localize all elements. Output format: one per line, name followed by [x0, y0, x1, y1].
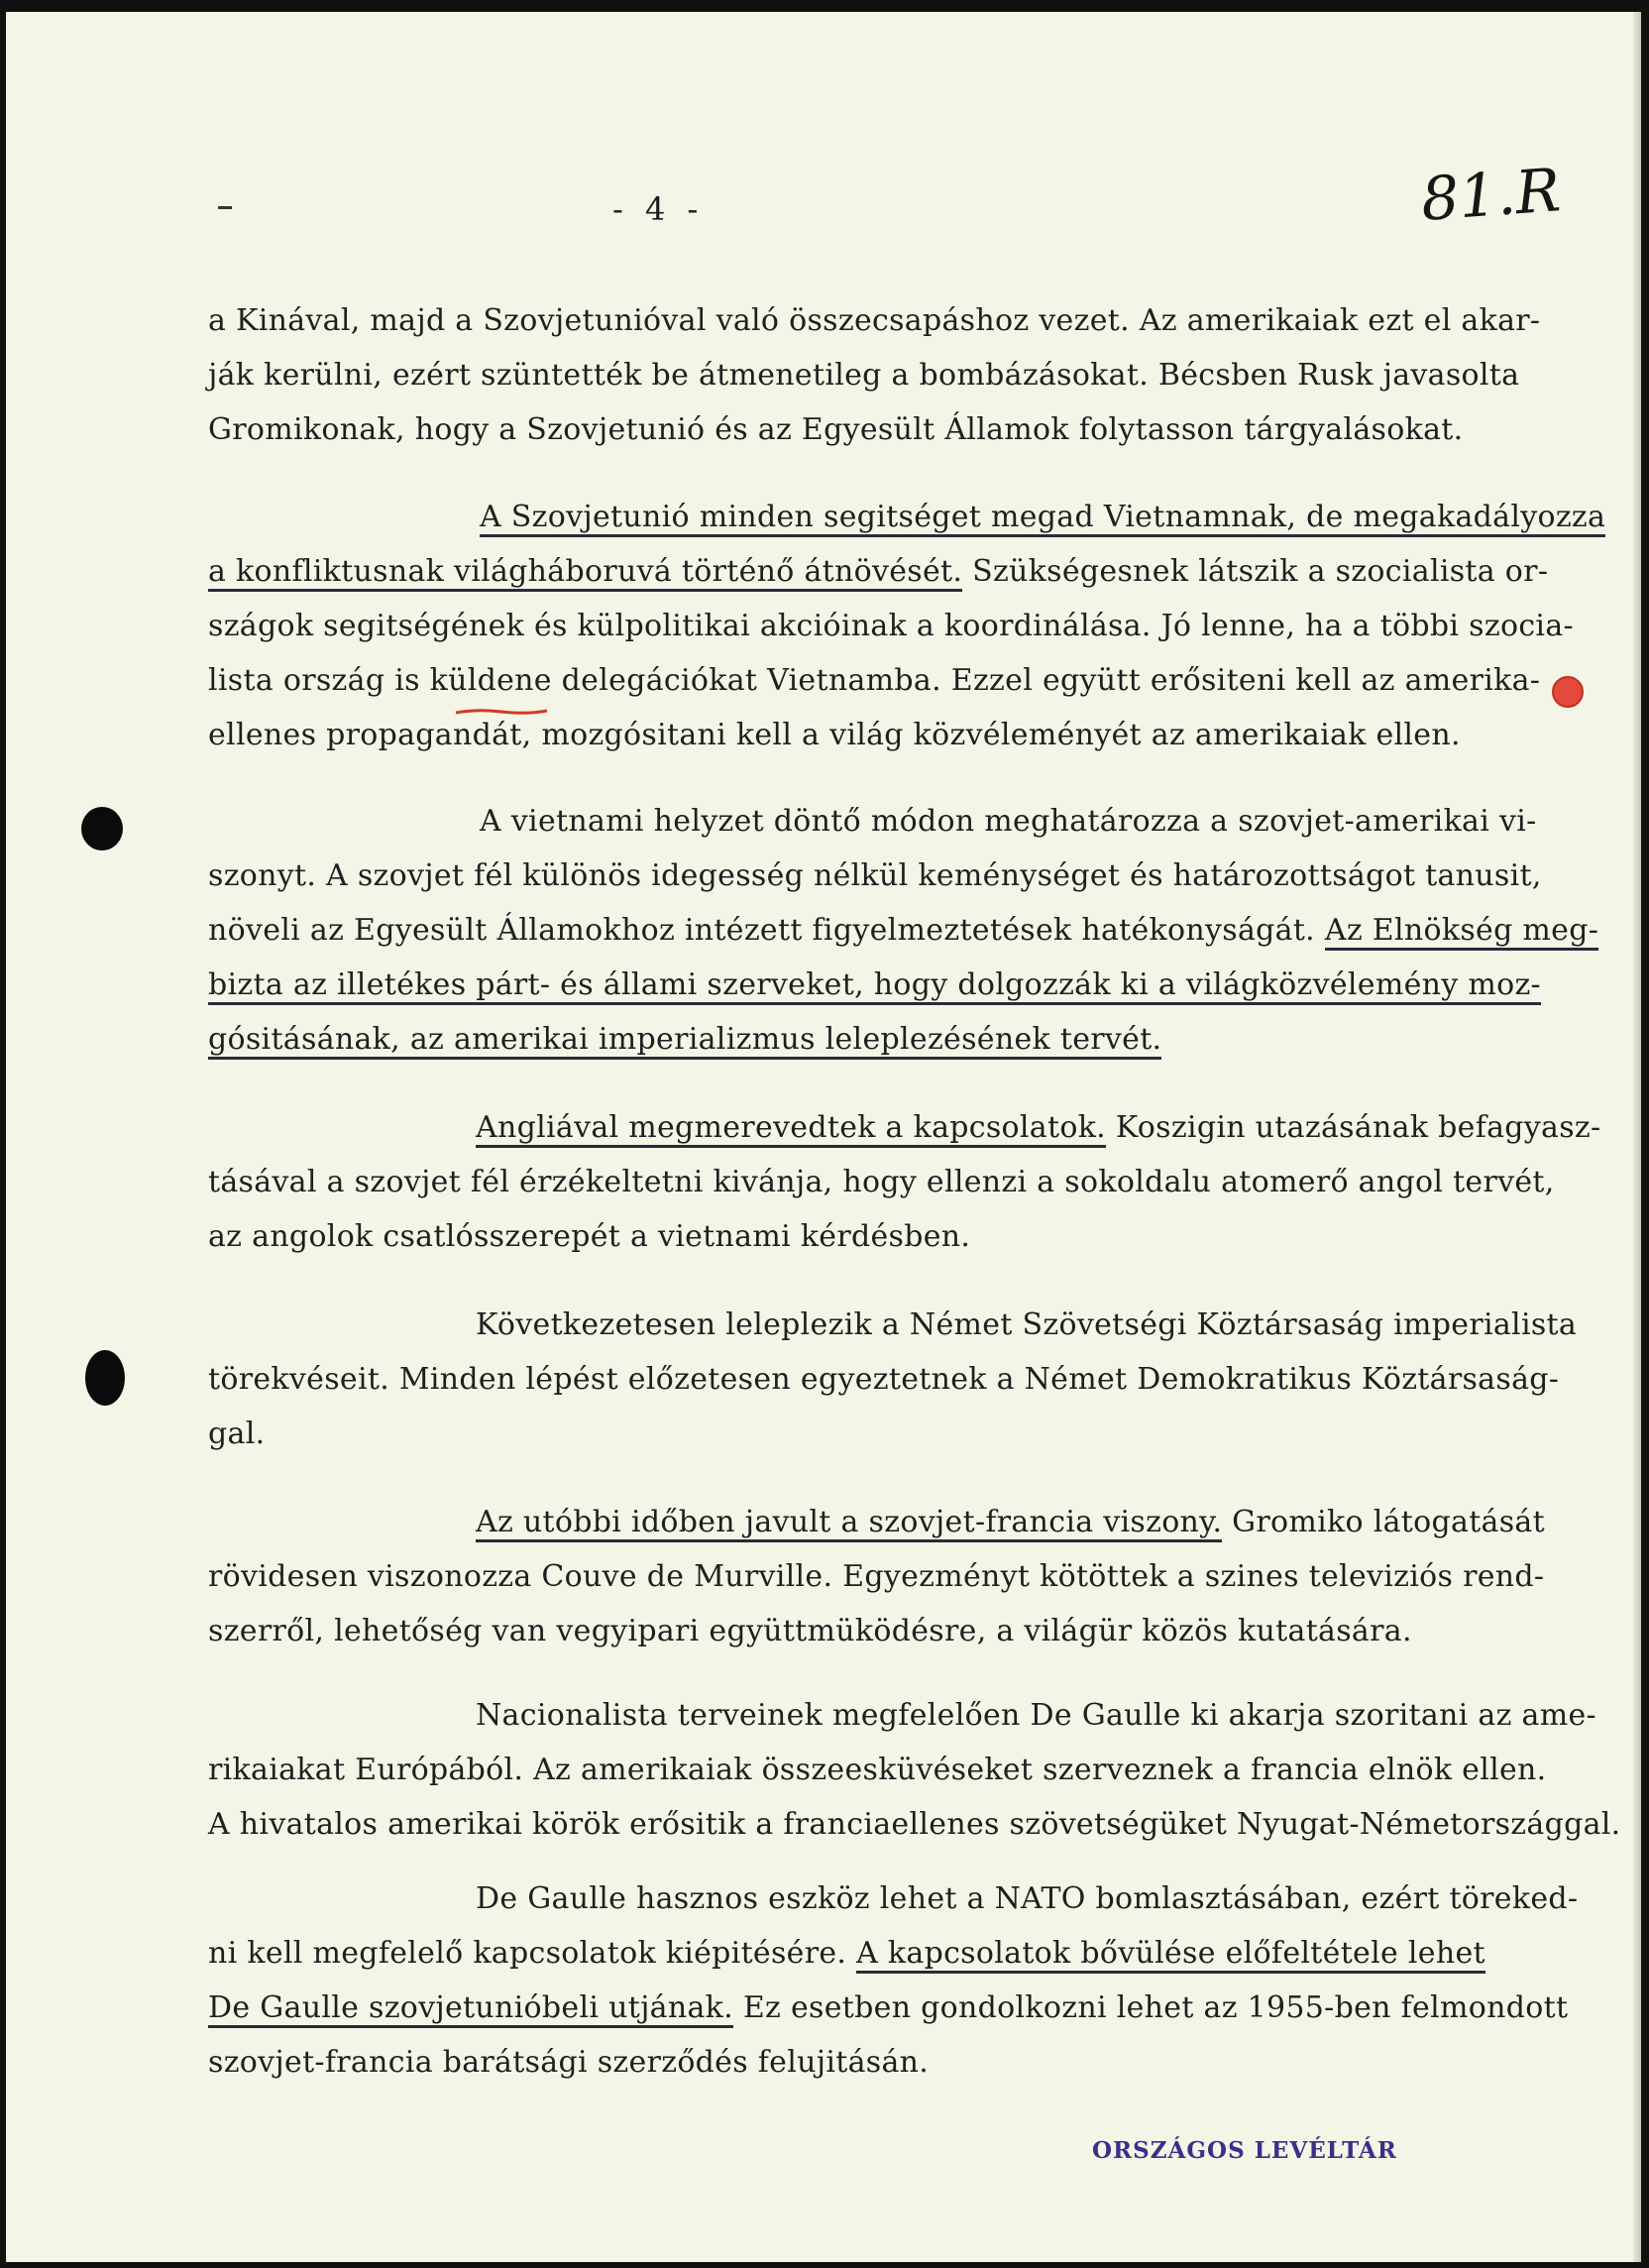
underlined-text: Az Elnökség meg-: [1325, 913, 1598, 951]
text-line: ellenes propagandát, mozgósitani kell a világ közvéleményét az amerikaiak ellen.: [208, 718, 1461, 752]
page-number: - 4 -: [612, 190, 705, 228]
text-line: a Kinával, majd a Szovjetunióval való összecsapáshoz vezet. Az amerikaiak ezt el akar-: [208, 303, 1541, 338]
archive-stamp: ORSZÁGOS LEVÉLTÁR: [1092, 2137, 1397, 2164]
text-line: ják kerülni, ezért szüntették be átmenetileg a bombázásokat. Bécsben Rusk javasolta: [208, 358, 1520, 393]
text-line: [208, 965, 1541, 1005]
margin-tick-mark: [218, 206, 232, 209]
text-line: az angolok csatlósszerepét a vietnami kérdésben.: [208, 1219, 971, 1254]
text-line: törekvéseit. Minden lépést előzetesen egyeztetnek a Német Demokratikus Köztársaság-: [208, 1362, 1560, 1397]
text-line: szovjet-francia barátsági szerződés felujitásán.: [208, 2045, 930, 2080]
handwritten-archive-mark: 81.R: [1418, 156, 1563, 235]
text-line: szonyt. A szovjet fél különös idegesség nélkül keménységet és határozottságot tanusit,: [208, 858, 1542, 893]
text-line: A vietnami helyzet döntő módon meghatározza a szovjet-amerikai vi-: [480, 804, 1537, 839]
text-line: ni kell megfelelő kapcsolatok kiépitésére. A kapcsolatok bővülése előfeltétele lehet: [208, 1934, 1485, 1974]
text-line: szerről, lehetőség van vegyipari együttmüködésre, a világür közös kutatására.: [208, 1614, 1412, 1648]
text-line: rikaiakat Európából. Az amerikaiak összeesküvéseket szerveznek a francia elnök ellen.: [208, 1753, 1547, 1787]
text-line: tásával a szovjet fél érzékeltetni kivánja, hogy ellenzi a sokoldalu atomerő angol tervét,: [208, 1165, 1555, 1199]
punch-hole-bottom: [85, 1350, 125, 1406]
text-line: lista ország is küldene delegációkat Vietnamba. Ezzel együtt erősiteni kell az amerika-: [208, 663, 1541, 698]
text-line: növeli az Egyesült Államokhoz intézett figyelmeztetések hatékonyságát. Az Elnökség meg-: [208, 911, 1598, 951]
text-line: Az utóbbi időben javult a szovjet-francia viszony. Gromiko látogatását: [476, 1503, 1545, 1542]
text-line: a konfliktusnak világháboruvá történő átnövését. Szükségesnek látszik a szocialista or-: [208, 552, 1548, 592]
underlined-text: Angliával megmerevedtek a kapcsolatok.: [476, 1110, 1106, 1148]
document-page: [6, 12, 1641, 2262]
underlined-text: A Szovjetunió minden segitséget megad Vietnamnak, de megakadályozza: [480, 500, 1605, 537]
punch-hole-top: [81, 807, 123, 850]
red-underline-squiggle: [454, 708, 549, 716]
underlined-text: bizta az illetékes párt- és állami szerveket, hogy dolgozzák ki a világközvélemény moz-: [208, 967, 1541, 1005]
text-line: [480, 498, 1605, 537]
text-line: szágok segitségének és külpolitikai akcióinak a koordinálása. Jó lenne, ha a többi szocia-: [208, 609, 1574, 643]
text-line: rövidesen viszonozza Couve de Murville. Egyezményt kötöttek a szines televiziós rend-: [208, 1559, 1545, 1594]
underlined-text: Az utóbbi időben javult a szovjet-francia viszony.: [476, 1505, 1222, 1542]
text-line: Következetesen leleplezik a Német Szövetségi Köztársaság imperialista: [476, 1307, 1578, 1342]
text-line: De Gaulle szovjetunióbeli utjának. Ez esetben gondolkozni lehet az 1955-ben felmondott: [208, 1988, 1568, 2028]
text-line: De Gaulle hasznos eszköz lehet a NATO bomlasztásában, ezért töreked-: [476, 1881, 1579, 1916]
text-line: gal.: [208, 1417, 266, 1451]
underlined-text: gósitásának, az amerikai imperializmus leleplezésének tervét.: [208, 1022, 1161, 1060]
text-line: Gromikonak, hogy a Szovjetunió és az Egyesült Államok folytasson tárgyalásokat.: [208, 412, 1464, 447]
text-line: Angliával megmerevedtek a kapcsolatok. Koszigin utazásának befagyasz-: [476, 1108, 1600, 1148]
text-line: [208, 1020, 1161, 1060]
underlined-text: a konfliktusnak világháboruvá történő átnövését.: [208, 554, 962, 592]
underlined-text: A kapcsolatok bővülése előfeltétele lehet: [856, 1936, 1485, 1974]
text-line: Nacionalista terveinek megfelelően De Gaulle ki akarja szoritani az ame-: [476, 1698, 1596, 1733]
red-annotation-mark: [1552, 676, 1584, 708]
underlined-text: De Gaulle szovjetunióbeli utjának.: [208, 1990, 733, 2028]
page-edge-shadow: [1633, 12, 1641, 2262]
text-line: A hivatalos amerikai körök erősitik a franciaellenes szövetségüket Nyugat-Németországgal.: [208, 1807, 1621, 1842]
